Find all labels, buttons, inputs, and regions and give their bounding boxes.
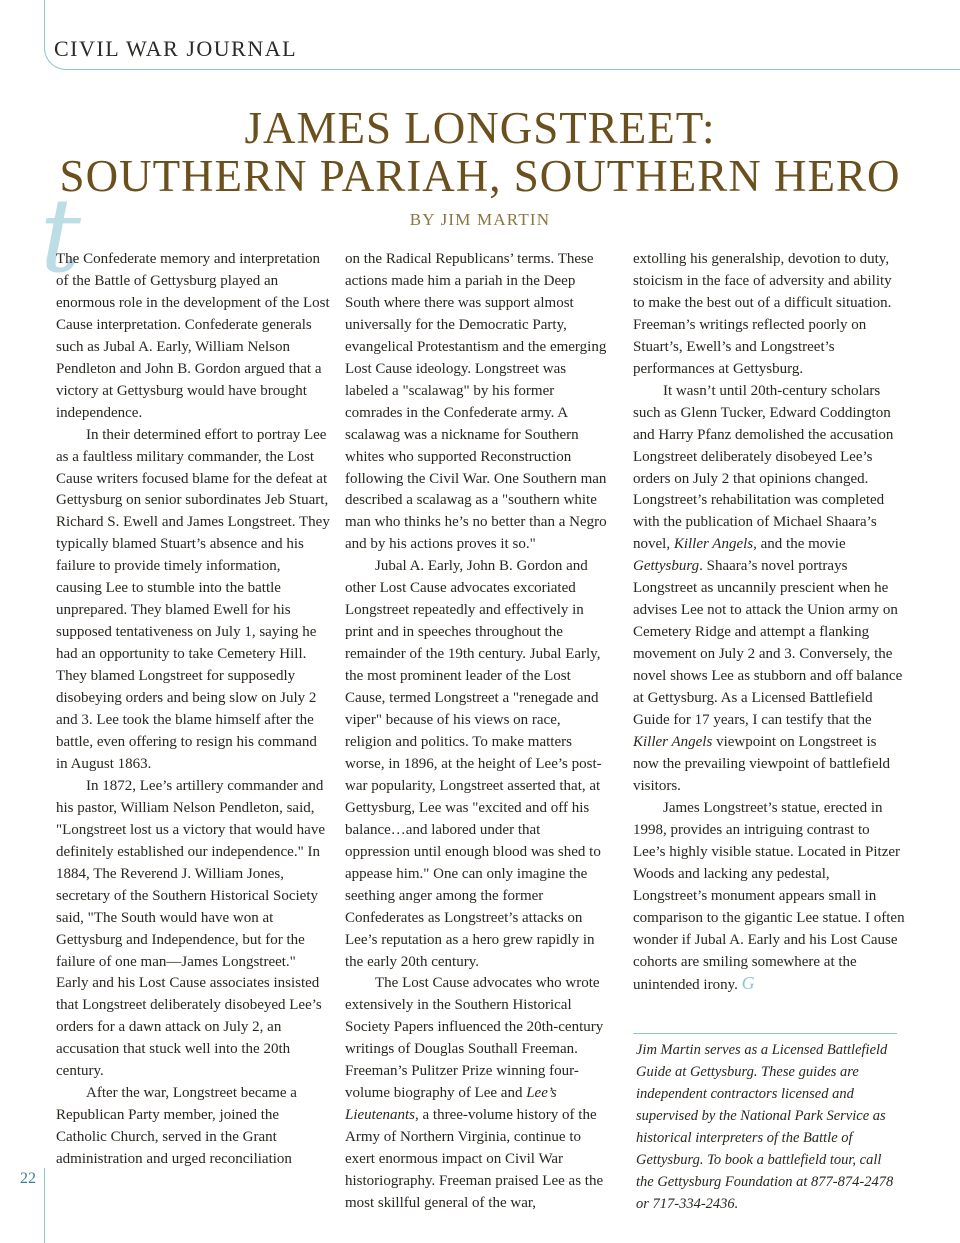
author-bio: Jim Martin serves as a Licensed Battlefield Guide at Gettysburg. These guides are independent contractors licensed and supervised by the National Park Service as historical interpreters of the Battle of Gettysburg. To book a battlefield tour, call the Gettysburg Foundation at 877-874-2478 or 717-334-2436.	[636, 1042, 894, 1212]
paragraph-text: . Shaara’s novel portrays Longstreet as uncannily prescient when he advises Lee not to attack the Union army on Cemetery Ridge and attempt a flanking movement on July 2 and 3. Conversely, the novel shows Lee as stubborn and off balance at Gettysburg. As a Licensed Battlefield Guide for 17 years, I can testify that the	[633, 558, 903, 729]
paragraph: In their determined effort to portray Lee as a faultless military commander, the Lost Cause writers focused blame for the defeat at Gettysburg on senior subordinates Jeb Stuart, Richard S. Ewell and James Longstreet. They typically blamed Stuart’s absence and his failure to provide timely information, causing Lee to stumble into the battle unprepared. They blamed Ewell for his supposed tentativeness on July 1, saying he had an opportunity to take Cemetery Hill. They blamed Longstreet for supposedly disobeying orders and being slow on July 2 and 3. Lee took the blame himself after the battle, even offering to resign his command in August 1863.	[56, 426, 330, 772]
paragraph-text: The Lost Cause advocates who wrote extensively in the Southern Historical Society Papers influenced the 20th-century writings of Douglas Southall Freeman. Freeman’s Pulitzer Prize winning four-volume biography of Lee and	[345, 975, 604, 1102]
drop-cap: t	[40, 177, 81, 296]
paragraph-text: James Longstreet’s statue, erected in 1998, provides an intriguing contrast to Lee’s highly visible statue. Located in Pitzer Woods and lacking any pedestal, Longstreet’s monument appears small in comparison to the gigantic Lee statue. I often wonder if Jubal A. Early and his Lost Cause cohorts are smiling somewhere at the unintended irony.	[633, 799, 905, 994]
book-title-lees-lieutenants: Lee’s Lieutenants	[345, 1085, 557, 1124]
article-column-3	[633, 249, 905, 997]
book-title-killer-angels: Killer Angels	[673, 536, 754, 553]
article-column-2	[345, 249, 609, 1215]
end-mark-icon: G	[741, 973, 755, 994]
paragraph-text: , and the movie	[753, 536, 846, 553]
paragraph-text: viewpoint on Longstreet is now the prevailing viewpoint of battlefield visitors.	[633, 733, 891, 794]
article-column-1	[56, 249, 330, 1171]
page-number-rule	[44, 1168, 45, 1243]
paragraph	[633, 381, 905, 798]
page-number: 22	[20, 1170, 36, 1187]
paragraph: Jubal A. Early, John B. Gordon and other Lost Cause advocates excoriated Longstreet repeatedly and effectively in print and in speeches throughout the remainder of the 19th century. Jubal Early, the most prominent leader of the Lost Cause, termed Longstreet a "renegade and viper" because of his views on race, religion and politics. To make matters worse, in 1896, at the height of Lee’s post-war popularity, Longstreet asserted that, at Gettysburg, Lee was "excited and off his balance…and labored under that oppression until enough blood was shed to appease him." One can only imagine the seething anger among the former Confederates as Longstreet’s attacks on Lee’s reputation as a hero grew rapidly in the early 20th century.	[345, 558, 602, 970]
paragraph	[345, 973, 609, 1214]
paragraph	[633, 798, 905, 998]
journal-name: CIVIL WAR JOURNAL	[54, 36, 298, 61]
paragraph: on the Radical Republicans’ terms. These actions made him a pariah in the Deep South where there was support almost universally for the Democratic Party, evangelical Protestantism and the emerging Lost Cause ideology. Longstreet was labeled a "scalawag" by his former comrades in the Confederate army. A scalawag was a nickname for Southern whites who supported Reconstruction following the Civil War. One Southern man described a scalawag as a "southern white man who thinks he’s no better than a Negro and by his actions proves it so."	[345, 251, 607, 553]
paragraph: extolling his generalship, devotion to duty, stoicism in the face of adversity and ability to make the best out of a difficult situation. Freeman’s writings reflected poorly on Stuart’s, Ewell’s and Longstreet’s performances at Gettysburg.	[633, 251, 892, 377]
bio-rule	[633, 1033, 897, 1034]
movie-title-gettysburg: Gettysburg	[633, 558, 700, 575]
byline: BY JIM MARTIN	[409, 210, 551, 229]
paragraph: The Confederate memory and interpretation of the Battle of Gettysburg played an enormous role in the development of the Lost Cause interpretation. Confederate generals such as Jubal A. Early, William Nelson Pendleton and John B. Gordon argued that a victory at Gettysburg would have brought independence.	[56, 251, 330, 421]
article-title-line-1: JAMES LONGSTREET:	[244, 103, 716, 153]
paragraph: In 1872, Lee’s artillery commander and his pastor, William Nelson Pendleton, said, "Longstreet lost us a victory that would have definitely established our independence." In 1884, The Reverend J. William Jones, secretary of the Southern Historical Society said, "The South would have won at Gettysburg and Independence, but for the failure of one man—James Longstreet." Early and his Lost Cause associates insisted that Longstreet deliberately disobeyed Lee’s orders for a dawn attack on July 2, an accusation that stuck well into the 20th century.	[56, 777, 325, 1080]
paragraph-text: , a three-volume history of the Army of Northern Virginia, continue to exert enormous impact on Civil War historiography. Freeman praised Lee as the most skillful general of the war,	[345, 1107, 604, 1211]
paragraph: After the war, Longstreet became a Republican Party member, joined the Catholic Church, served in the Grant administration and urged reconciliation	[56, 1085, 297, 1168]
article-title-line-2: SOUTHERN PARIAH, SOUTHERN HERO	[59, 151, 901, 201]
paragraph-text: It wasn’t until 20th-century scholars such as Glenn Tucker, Edward Coddington and Harry Pfanz demolished the accusation Longstreet deliberately disobeyed Lee’s orders on July 2 that opinions changed. Longstreet’s rehabilitation was completed with the publication of Michael Shaara’s novel,	[633, 382, 894, 553]
book-title-killer-angels: Killer Angels	[633, 733, 713, 750]
